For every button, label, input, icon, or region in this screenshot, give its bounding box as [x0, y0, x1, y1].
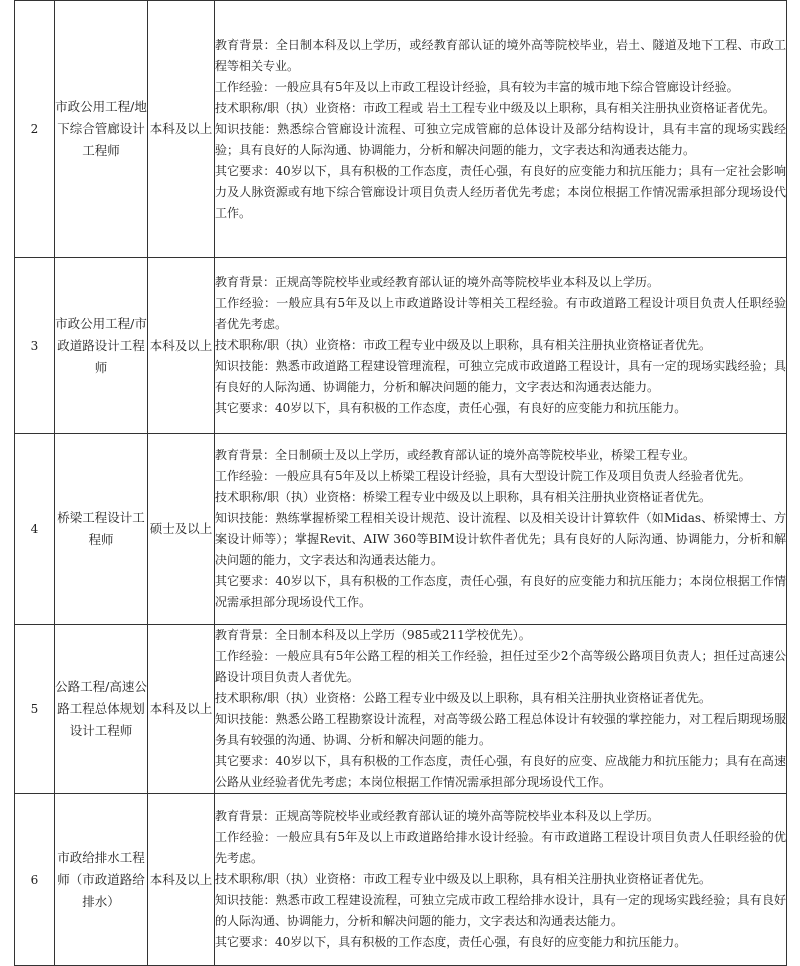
table-row	[15, 794, 787, 966]
education-background: 教育背景：全日制本科及以上学历（985或211学校优先）。	[215, 628, 531, 642]
job-requirements-table	[14, 0, 787, 966]
other-requirements: 其它要求：40岁以下，具有积极的工作态度，责任心强，有良好的应变能力和抗压能力。	[215, 935, 687, 949]
knowledge-skills: 知识技能：熟悉市政道路工程建设管理流程，可独立完成市政道路工程设计，具有一定的现场实践经验；具有良好的人际沟通、协调能力，分析和解决问题的能力，文字表达和沟通表达能力。	[215, 359, 786, 394]
professional-qualification: 技术职称/职（执）业资格：市政工程专业中级及以上职称，具有相关注册执业资格证者优先。	[215, 872, 712, 886]
education-level: 硕士及以上	[148, 434, 215, 625]
knowledge-skills: 知识技能：熟悉公路工程勘察设计流程，对高等级公路工程总体设计有较强的掌控能力，对工程后期现场服务具有较强的沟通、协调、分析和解决问题的能力。	[215, 712, 786, 747]
position-title: 市政公用工程/地下综合管廊设计工程师	[55, 1, 148, 258]
other-requirements: 其它要求：40岁以下，具有积极的工作态度，责任心强，有良好的应变能力和抗压能力；具有一定社会影响力及人脉资源或有地下综合管廊设计项目负责人经历者优先考虑；本岗位根据工作情况需承担部分现场设代工作。	[215, 163, 786, 220]
work-experience: 工作经验：一般应具有5年及以上市政道路设计等相关工程经验。有市政道路工程设计项目负责人任职经验者优先考虑。	[215, 296, 786, 331]
position-title: 公路工程/高速公路工程总体规划设计工程师	[55, 625, 148, 794]
table-row	[15, 625, 787, 794]
professional-qualification: 技术职称/职（执）业资格：市政工程专业中级及以上职称，具有相关注册执业资格证者优先。	[215, 338, 712, 352]
other-requirements: 其它要求：40岁以下，具有积极的工作态度，责任心强，有良好的应变、应战能力和抗压能力；具有在高速公路从业经验者优先考虑；本岗位根据工作情况需承担部分现场设代工作。	[215, 754, 786, 789]
table-row	[15, 258, 787, 434]
knowledge-skills: 知识技能：熟练掌握桥梁工程相关设计规范、设计流程、以及相关设计计算软件（如Midas、桥梁博士、方案设计师等）；掌握Revit、AIW 360等BIM设计软件者优先；具有良好的人际沟通、协调能力，分析和解决问题的能力，文字表达和沟通表达能力。	[215, 511, 786, 567]
other-requirements: 其它要求：40岁以下，具有积极的工作态度，责任心强，有良好的应变能力和抗压能力；本岗位根据工作情况需承担部分现场设代工作。	[215, 574, 786, 609]
table-row	[15, 434, 787, 625]
education-level: 本科及以上	[148, 794, 215, 966]
row-number: 2	[15, 1, 55, 258]
other-requirements: 其它要求：40岁以下，具有积极的工作态度，责任心强，有良好的应变能力和抗压能力。	[215, 401, 687, 415]
requirements-cell	[215, 434, 787, 625]
professional-qualification: 技术职称/职（执）业资格：桥梁工程专业中级及以上职称，具有相关注册执业资格证者优先。	[215, 490, 712, 504]
professional-qualification: 技术职称/职（执）业资格：市政工程或 岩土工程专业中级及以上职称，具有相关注册执业资格证者优先。	[215, 100, 775, 115]
work-experience: 工作经验：一般应具有5年公路工程的相关工作经验，担任过至少2个高等级公路项目负责人；担任过高速公路设计项目负责人者优先。	[215, 649, 786, 684]
requirements-cell	[215, 625, 787, 794]
work-experience: 工作经验：一般应具有5年及以上市政道路给排水设计经验。有市政道路工程设计项目负责人任职经验的优先考虑。	[215, 830, 786, 865]
requirements-cell	[215, 1, 787, 258]
education-level: 本科及以上	[148, 258, 215, 434]
position-title: 市政给排水工程师（市政道路给排水）	[55, 794, 148, 966]
work-experience: 工作经验：一般应具有5年及以上市政工程设计经验，具有较为丰富的城市地下综合管廊设计经验。	[215, 79, 739, 94]
education-level: 本科及以上	[148, 625, 215, 794]
education-background: 教育背景：全日制硕士及以上学历，或经教育部认证的境外高等院校毕业，桥梁工程专业。	[215, 448, 696, 462]
position-title: 市政公用工程/市政道路设计工程师	[55, 258, 148, 434]
row-number: 4	[15, 434, 55, 625]
row-number: 5	[15, 625, 55, 794]
position-title: 桥梁工程设计工程师	[55, 434, 148, 625]
work-experience: 工作经验：一般应具有5年及以上桥梁工程设计经验，具有大型设计院工作及项目负责人经验者优先。	[215, 469, 751, 483]
row-number: 6	[15, 794, 55, 966]
row-number: 3	[15, 258, 55, 434]
table-row	[15, 1, 787, 258]
knowledge-skills: 知识技能：熟悉市政工程建设流程，可独立完成市政工程给排水设计，具有一定的现场实践经验；具有良好的人际沟通、协调能力，分析和解决问题的能力，文字表达和沟通表达能力。	[215, 893, 786, 928]
requirements-cell	[215, 794, 787, 966]
education-background: 教育背景：全日制本科及以上学历，或经教育部认证的境外高等院校毕业，岩土、隧道及地下工程、市政工程等相关专业。	[215, 37, 786, 73]
knowledge-skills: 知识技能：熟悉综合管廊设计流程、可独立完成管廊的总体设计及部分结构设计，具有丰富的现场实践经验；具有良好的人际沟通、协调能力，分析和解决问题的能力，文字表达和沟通表达能力。	[215, 121, 786, 157]
requirements-cell	[215, 258, 787, 434]
education-background: 教育背景：正规高等院校毕业或经教育部认证的境外高等院校毕业本科及以上学历。	[215, 275, 660, 289]
education-level: 本科及以上	[148, 1, 215, 258]
education-background: 教育背景：正规高等院校毕业或经教育部认证的境外高等院校毕业本科及以上学历。	[215, 809, 660, 823]
professional-qualification: 技术职称/职（执）业资格：公路工程专业中级及以上职称，具有相关注册执业资格证者优先。	[215, 691, 712, 705]
